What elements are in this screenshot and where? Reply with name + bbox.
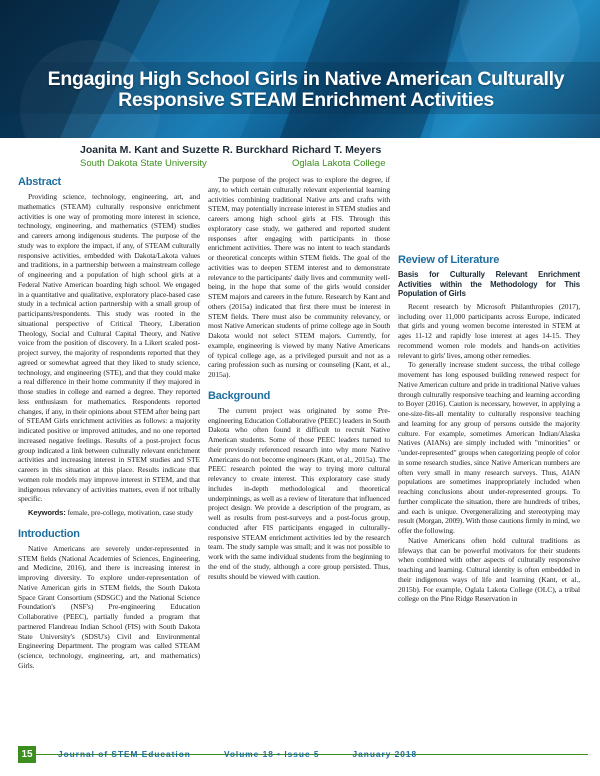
review-heading: Review of Literature [398,254,500,266]
background-paragraph-1: The current project was originated by some Pre-engineering Education Collaborative (PEEC) leaders in South Dakota who often found it difficult to recruit Native American students. Some of those PEEC leaders turned to their previously referenced research into why more Native Americans do not become engineers (Kant, et al., 2015a). The PEEC research pointed the way to trying more cultural relevancy to create interest. This exploratory case study includes in-depth methodological and theoretical underpinnings, as well as a review of literature that influenced project design. We provide a description of the program, as well as results from post-surveys and a post-focus group, conducted after FIS participants engaged in culturally-responsive STEAM enrichment activities led by the research team. The study sample was small; and it was not possible to work with the same individual students from the beginning to the end of the study, although a core group persisted. Thus, results should be viewed with caution. [208,405,390,581]
abstract-heading: Abstract [18,176,62,188]
title-line-1: Engaging High School Girls in Native American Culturally [47,68,565,90]
review-subheading: Basis for Culturally Relevant Enrichment Activities within the Methodology for This Population of Girls [398,270,580,299]
author-block-1 [80,144,288,170]
keywords-label: Keywords: [28,508,66,517]
journal-name: Journal of STEM Education [58,749,191,759]
article-title [36,69,576,111]
title-line-2: Responsive STEAM Enrichment Activities [118,89,494,111]
introduction-heading: Introduction [18,527,80,540]
author-block-2 [292,144,385,170]
column-3 [398,175,580,604]
column-1 [18,175,200,671]
intro-paragraph-1: Native Americans are severely under-represented in STEM fields (National Academies of Sciences, Engineering, and Medicine, 2016), and there is increasing interest in improving diversity. To explore under-representation of Native American girls in STEM fields, the South Dakota Space Grant Consortium (SDSGC) and the National Science Foundation's (NSF's) Pre-engineering Education Collaborative (PEEC), partially funded a program that partnered Flandreau Indian School (FIS) with South Dakota State University's (SDSU's) Civil and Environmental Engineering Department. The program was called STEAM (science, technology, engineering, art, and mathematics) Girls. [18,543,200,670]
author-names: Richard T. Meyers [292,144,382,156]
intro-paragraph-2: The purpose of the project was to explore the degree, if any, to which certain culturally relevant experiential learning activities combining traditional Native arts and crafts with STEM, may potentially increase interest in STEM studies and careers among high school girls at FIS. Through this exploratory case study, we gathered and reported student responses after engaging with participants in those enrichment activities. There was no intent to teach standards or theoretical concepts within STEM fields. The goal of the activities was to deepen STEM interest and to demonstrate relevance to the participants' daily lives and community well-being, in the hope that some of the girls would consider STEM majors and careers in the future. Research by Kant and others (2015a) indicated that first there must be interest in STEM fields. There must also be community relevancy, or most Native American students of prime college age in South Dakota would not select STEM majors. Currently, for example, engineering is viewed by many Native Americans of typical college age, as a privileged pursuit and not as a caring profession such as nursing or counseling (Kant, et al., 2015a). [208,175,390,379]
journal-info [58,749,417,759]
journal-volume: Volume 18 • Issue 5 [223,749,320,759]
page-number: 15 [18,746,36,763]
header-banner [0,0,600,138]
keywords-line [18,508,200,518]
abstract-text: Providing science, technology, engineering, art, and mathematics (STEAM) culturally responsive enrichment activities is one way of promoting more interest in science, technology, engineering, and mathematics (STEM) studies and careers among indigenous students. The purpose of the study was to explore the impact, if any, of STEAM culturally responsive activities, embedded with Dakota/Lakota values and traditions, in a partnership between a mainstream college of engineering and a population of high school girls at a Federal Native American boarding high school. We engaged in a quantitative and qualitative, exploratory place-based case study in a technical action partnership with a small group of participants/respondents. This study was rooted in the situational perspective of Critical Theory, Liberation Theology, Social and Cultural Capital Theory, and Native voice from the position of discovery. In a Likert scaled post-project survey, the majority of respondents reported that they agreed or somewhat agreed that they liked to study science, technology, and engineering (STE), and that they could make a real difference in their home community if they majored in those studies in college and earned a degree. They reported less enthusiasm for mathematics. Respondents reported changes, if any, in their opinions about STEM after being part of STEAM Girls enrichment activities as follows: a majority indicated positive or improved attitudes, and no one reported increased negative feelings. Results of a post-project focus group indicated a link between culturally relevant enrichment activities and increasing interest in STEM studies and STE careers in this situation at this place. Results indicate that women role models may improve interest in STEM, and that indigenous relevancy of activities matters, even if not tribally specific. [18,192,200,504]
author-names: Joanita M. Kant and Suzette R. Burckhard [80,144,289,156]
review-paragraph-3: Native Americans often hold cultural traditions as lifeways that can be powerful motivators for their students when combined with other aspects of culturally responsive teaching and learning. Cultural identity is often embedded in their indigenous ways of life and learning (Kant, et al., 2015b). For example, Oglala Lakota College (OLC), a tribal college on the Pine Ridge Reservation in [398,535,580,604]
review-paragraph-2: To generally increase student success, the tribal college movement has long espoused building renewed respect for Native American culture and pride in traditional Native values through culturally responsive teaching and learning according to Boyer (2016). Caution is necessary, however, in applying a one-size-fits-all mentality to culturally responsive teaching and learning for any group of persons outside the majority culture. For example, sometimes American Indian/Alaska Natives (AIANs) are simply included with "minorities" or "under-represented" groups when categorizing people of color in some research studies, since Native American numbers are often very small in many research surveys. Thus, AIAN populations are sometimes inappropriately included when reaching conclusions about under-represented groups. To further complicate the situation, there are hundreds of tribes, and each is unique. Overgeneralizing and stereotyping may result (Morgan, 2009). With those cautions firmly in mind, we offer the following. [398,360,580,536]
background-heading: Background [208,389,271,402]
journal-date: January 2018 [352,749,418,759]
column-2 [208,175,390,581]
author-affiliation: South Dakota State University [80,158,207,169]
keywords-text: female, pre-college, motivation, case study [67,508,193,517]
author-affiliation: Oglala Lakota College [292,158,386,169]
page-footer [0,746,600,764]
review-paragraph-1: Recent research by Microsoft Philanthropies (2017), including over 11,000 participants across Europe, indicated that girls and young women become interested in STEM at ages 11-12 and rapidly lose interest at ages 14-15. They recommend women role models and hands-on activities relevant to girls' lives, among other remedies. [398,301,580,360]
